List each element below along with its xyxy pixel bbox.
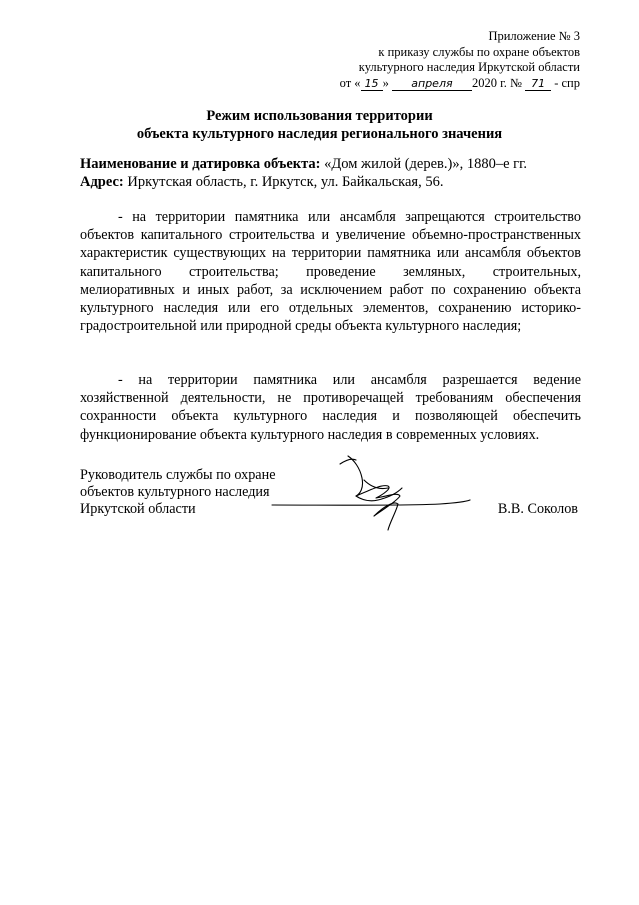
object-address-line (80, 173, 580, 191)
signatory-position (80, 467, 276, 518)
handwritten-order-number: 71 (525, 78, 551, 91)
title-line-2: объекта культурного наследия регионального значения (136, 126, 503, 142)
position-line-1: Руководитель службы по охране (80, 467, 276, 483)
appendix-line-2: к приказу службы по охране объектов (378, 44, 580, 59)
object-name-line (80, 155, 580, 173)
appendix-line-1: Приложение № 3 (488, 29, 580, 43)
object-address-label: Адрес: (80, 174, 124, 190)
position-line-3: Иркутской области (80, 501, 196, 517)
position-line-2: объектов культурного наследия (80, 484, 270, 500)
appendix-header (220, 29, 580, 91)
handwritten-day: 15 (361, 78, 383, 91)
title-line-1: Режим использования территории (206, 108, 433, 124)
order-suffix: - спр (554, 75, 580, 90)
permitted-paragraph: - на территории памятника или ансамбля разрешается ведение хозяйственной деятельности, не противоречащей требованиям обеспечения сохранности объекта культурного наследия и позволяющей обеспечить функционирование объекта культурного наследия в современных условиях. (80, 372, 581, 443)
handwritten-signature (270, 450, 480, 540)
year-text: 2020 г. № (471, 75, 522, 90)
object-info (80, 155, 580, 191)
appendix-date-line (220, 76, 580, 92)
date-mid: » (382, 75, 389, 90)
prohibited-paragraph: - на территории памятника или ансамбля запрещаются строительство объектов капитального строительства и увеличение объемно-пространственных характеристик существующих на территории памятника или ансамбля объектов капитального строительства; проведение земляных, строительных, мелиоративных и иных работ, за исключением работ по сохранению объекта культурного наследия или его отдельных элементов, сохранению историко-градостроительной или природной среды объекта культурного наследия; (80, 209, 581, 335)
object-address-value: Иркутская область, г. Иркутск, ул. Байкальская, 56. (123, 174, 444, 190)
date-prefix: от « (339, 75, 361, 90)
object-name-value: «Дом жилой (дерев.)», 1880–е гг. (320, 156, 528, 172)
appendix-line-3: культурного наследия Иркутской области (358, 60, 580, 74)
handwritten-month: апреля (392, 78, 472, 91)
object-name-label: Наименование и датировка объекта: (80, 156, 321, 172)
signatory-name: В.В. Соколов (497, 501, 578, 517)
document-title (60, 107, 579, 143)
